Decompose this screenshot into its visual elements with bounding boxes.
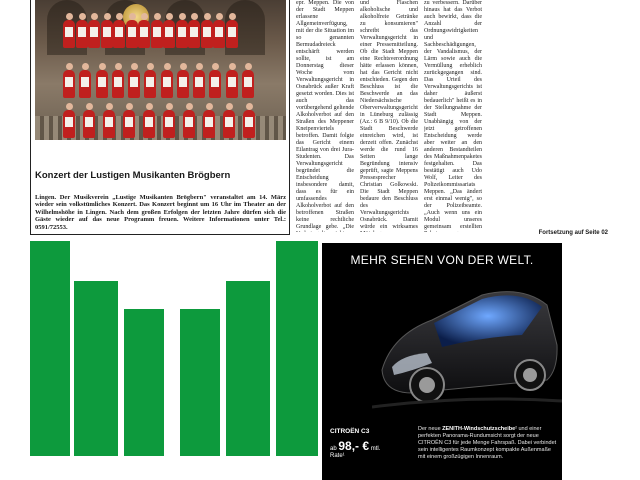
logo-bar <box>74 281 118 456</box>
band-member <box>112 70 124 98</box>
price-prefix: ab <box>330 446 337 452</box>
band-member <box>193 70 205 98</box>
car-price <box>330 439 396 459</box>
article-column-3: zu verbessern. Darüber hinaus hat das Verbot auch bewirkt, dass die Anzahl der Ordnungswidrigkeiten und Sachbeschädigungen, der Vandalismus, der Lärm sowie auch die Vermüllung erheblich zurückgegangen sind. Das Urteil des Verwaltungsgerichts ist daher äußerst bedauerlich" heißt es in der Stellungnahme der Stadt Meppen. Unabhängig von der jetzt getroffenen Entscheidung werde aber weiter an den anderen Bestandteilen des Maßnahmenpaketes festgehalten. Das bestätigt auch Udo Wolf, Leiter des Polizeikommissariats Meppen. „Das ändert erst einmal wenig", so der Polizeibeamte. „Auch wenn uns ein Modul unseres gemeinsam erstellten <box>424 0 482 230</box>
logo-bar <box>180 309 220 456</box>
band-member <box>176 20 188 48</box>
band-member <box>163 20 175 48</box>
band-member <box>113 20 125 48</box>
band-member <box>226 20 238 48</box>
band-member <box>226 70 238 98</box>
band-member <box>103 110 115 138</box>
band-member <box>183 110 195 138</box>
car-image <box>372 275 562 420</box>
band-member <box>63 70 75 98</box>
band-member <box>101 20 113 48</box>
band-member <box>76 20 88 48</box>
article-column-2: und Flaschen alkoholische und alkoholfreie Getränke zu konsumieren" schreibt das Verwaltungsgericht in einer Pressemitteilung. Ob die Stadt Meppen eine Rechtsverordnung hätte erlassen können, hat das Gericht nicht entschieden. Gegen den Beschluss ist die Beschwerde an das Niedersächsische Oberverwaltungsgericht in Lüneburg zulässig (Az.: 6 B 9/10). Ob die Stadt Beschwerde einreichen wird, ist derzeit offen. Zunächst werde die rund 16 Seiten lange Begründung intensiv geprüft, sagte Meppens Pressesprecher Christian Golkowski. Die Stadt Meppen bedaure den Beschluss des Verwaltungsgerichts Osnabrück. Damit würde ein wirksames <box>360 0 418 230</box>
band-photo <box>35 0 286 140</box>
band-member <box>201 20 213 48</box>
continued-note[interactable]: Fortsetzung auf Seite 02 <box>538 230 608 236</box>
logo-bar <box>226 281 270 456</box>
logo-bar <box>276 241 318 456</box>
band-member <box>96 70 108 98</box>
band-member <box>143 110 155 138</box>
band-member <box>243 110 255 138</box>
band-member <box>63 20 75 48</box>
car-description <box>418 426 558 461</box>
band-member <box>144 70 156 98</box>
green-logo-ad <box>30 241 318 480</box>
band-member <box>126 20 138 48</box>
band-member <box>188 20 200 48</box>
band-member <box>79 70 91 98</box>
ad-slogan: MEHR SEHEN VON DER WELT. <box>350 253 534 267</box>
band-member <box>151 20 163 48</box>
car-icon <box>372 275 562 415</box>
desc-text: ² und einer perfekten Panoramа-Rundumsicht sorgt der neue CITROËN C3 für jede Menge Fahrspaß. Dabei verbindet sein intelligentes Raumkonzept kompakte Außenmaße mit einem großzügigen Innenraum. <box>418 426 557 460</box>
price-main: 98,- € <box>338 439 370 453</box>
article-column-1: epr. Meppen. Die von der Stadt Meppen erlassene Allgemeinverfügung, mit der die Situation im so genannten Bermudadreieck entschärft werden sollte, ist am Donnerstag dieser Woche vom Verwaltungsgericht in Osnabrück außer Kraft gesetzt worden. Dies ist auch das vorübergehend geltende Alkoholverbot auf den Straßen des Meppener Kneipenviertels betroffen. Damit folgte das Gericht einem Eilantrag von drei Jura-Studenten. Das Verwaltungsgericht begründet die Entscheidung insbesondere damit, dass es für ein umfassendes Alkoholverbot auf den betroffenen Straßen keine rechtliche Grundlage gebe. „Die <box>296 0 354 230</box>
caption-text: Lingen. Der Musikverein „Lustige Musikanten Brögbern" veranstaltet am 14. März wieder sein volkstümliches Konzert. Das Konzert beginnt um 16 Uhr im Theater an der Wilhelmshöhe in Lingen. Nach dem großen Erfolgen der letzten Jahre dürfen sich die Gäste wieder auf das neue Programm freuen. Weitere Informationen unter Tel.: 0591/72553. <box>35 194 286 231</box>
band-member <box>177 70 189 98</box>
band-member <box>209 70 221 98</box>
band-member <box>138 20 150 48</box>
desc-brand: ZENITH-Windschutzscheibe <box>442 426 516 432</box>
band-member <box>242 70 254 98</box>
citroen-ad[interactable] <box>322 243 562 480</box>
caption-title: Konzert der Lustigen Musikanten Brögbern <box>35 170 231 181</box>
band-member <box>203 110 215 138</box>
car-model: CITROËN C3 <box>330 428 370 435</box>
logo-bar <box>30 241 70 456</box>
band-member <box>88 20 100 48</box>
band-member <box>63 110 75 138</box>
band-member <box>123 110 135 138</box>
band-member <box>161 70 173 98</box>
logo-bar <box>124 309 164 456</box>
band-member <box>128 70 140 98</box>
desc-lead: Der neue <box>418 426 443 432</box>
band-member <box>163 110 175 138</box>
band-member <box>223 110 235 138</box>
band-member <box>213 20 225 48</box>
band-member <box>83 110 95 138</box>
price-suffix: mtl. Rate¹ <box>330 446 381 459</box>
